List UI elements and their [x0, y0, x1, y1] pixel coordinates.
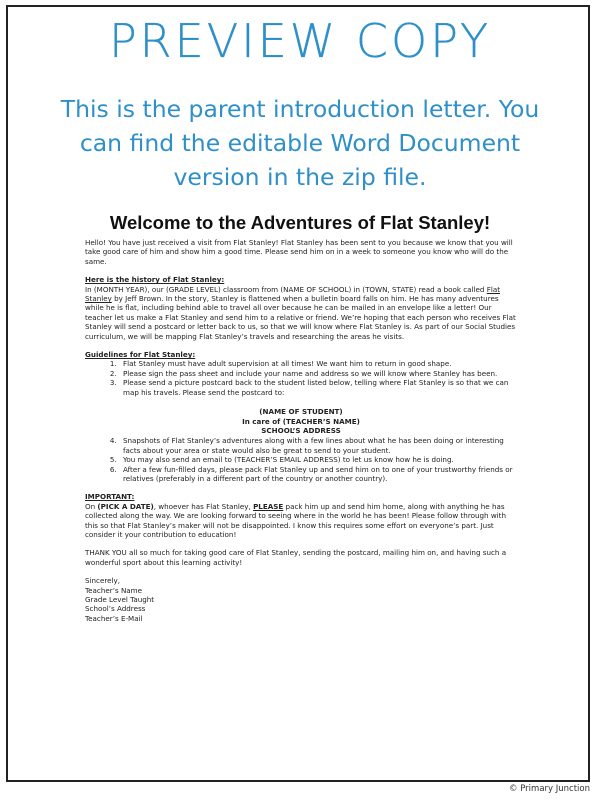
guideline-item: 5. You may also send an email to (TEACHER’S EMAIL ADDRESS) to let us know how he is doing. [119, 455, 517, 464]
important-text: pack him up and send him home, along with anything he has collected along the way. We are looking forward to seeing where in the world he has been! Please follow through with this so that Flat Stanley’s maker will not be disappointed. I know this requires some effort on everyone’s part. Just consider it your contribution to education! [85, 501, 506, 539]
postcard-address [85, 407, 517, 435]
closing: Sincerely, [85, 576, 121, 586]
preview-note-line: version in the zip file. [173, 163, 427, 191]
guideline-item: 2. Please sign the pass sheet and include your name and address so we will know where Stanley has been. [119, 369, 517, 378]
pick-date: (PICK A DATE) [97, 501, 154, 511]
history-text-before: In (MONTH YEAR), our (GRADE LEVEL) classroom from (NAME OF SCHOOL) in (TOWN, STATE) read a book called [85, 284, 487, 294]
address-line-student: (NAME OF STUDENT) [259, 407, 343, 417]
history-heading: Here is the history of Flat Stanley: [85, 275, 225, 285]
address-line-school: SCHOOL’S ADDRESS [261, 425, 341, 435]
preview-note [20, 92, 580, 194]
please-emphasis: PLEASE [253, 501, 284, 511]
guidelines-section [85, 350, 517, 483]
history-section [85, 275, 517, 341]
signature-block [85, 576, 517, 623]
guidelines-heading: Guidelines for Flat Stanley: [85, 350, 196, 360]
history-text-after: by Jeff Brown. In the story, Stanley is flattened when a bulletin board falls on him. He has many adventures while he is flat, including behind able to travel all over because he can be mailed in an envelope like a letter! Our teacher let us make a Flat Stanley and send him to a relative or friend. We’re hoping that each person who receives Flat Stanley will send a postcard or letter back to us, so that we will know where Flat Stanley is. As part of our Social Studies curriculum, we will be mapping Flat Stanley’s travels and researching the areas he visits. [85, 294, 516, 341]
book-title: Flat Stanley [85, 284, 501, 304]
copyright-notice: © Primary Junction [509, 784, 590, 794]
school-address: School’s Address [85, 604, 146, 614]
intro-paragraph: Hello! You have just received a visit from Flat Stanley! Flat Stanley has been sent to you because we know that you will take good care of him and show him a good time. Please send him on in a week to someone you know who will do the same. [85, 238, 513, 266]
important-text: , whoever has Flat Stanley, [153, 501, 254, 511]
thanks-paragraph: THANK YOU all so much for taking good care of Flat Stanley, sending the postcard, mailing him on, and having such a wonderful sport about this learning activity! [85, 548, 507, 567]
preview-note-line: This is the parent introduction letter. You [60, 95, 540, 123]
guideline-item: 3. Please send a picture postcard back to the student listed below, telling where Flat Stanley is so that we can map his travels. Please send the postcard to: [119, 378, 517, 397]
guideline-item: 4. Snapshots of Flat Stanley’s adventures along with a few lines about what he has been doing or interesting facts about your area or state would also be great to send to your student. [119, 436, 517, 455]
teacher-name: Teacher’s Name [85, 585, 143, 595]
guidelines-list-b [85, 436, 517, 483]
important-section [85, 492, 517, 539]
preview-watermark-title: PREVIEW COPY [108, 14, 492, 68]
address-line-teacher: In care of (TEACHER’S NAME) [242, 416, 360, 426]
grade-level: Grade Level Taught [85, 595, 155, 604]
teacher-email: Teacher’s E-Mail [85, 613, 143, 623]
important-text: On [85, 501, 98, 511]
preview-note-line: can find the editable Word Document [79, 129, 521, 157]
letter-body [85, 238, 517, 623]
guideline-item: 1. Flat Stanley must have adult supervision at all times! We want him to return in good shape. [119, 359, 517, 368]
guidelines-list-a [85, 359, 517, 397]
guideline-item: 6. After a few fun-filled days, please pack Flat Stanley up and send him on to one of your trustworthy friends or relatives (preferably in a different part of the country or another country). [119, 465, 517, 484]
important-heading: IMPORTANT: [85, 492, 135, 502]
letter-title: Welcome to the Adventures of Flat Stanley! [109, 212, 491, 233]
